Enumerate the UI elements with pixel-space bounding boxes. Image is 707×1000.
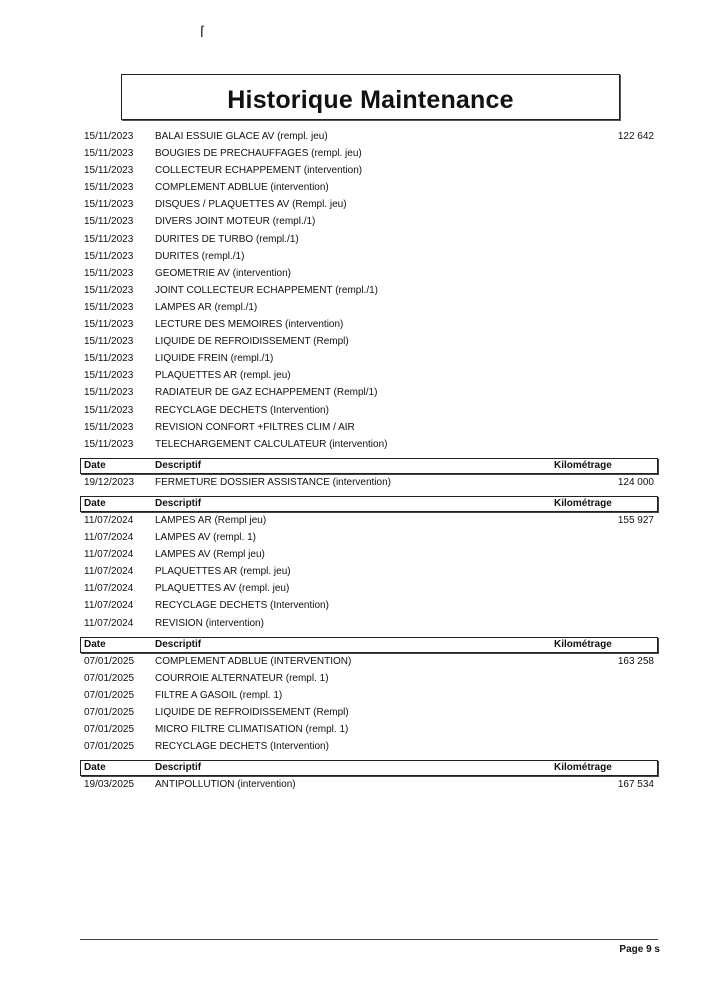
date-column-header: Date [84, 762, 106, 773]
entry-date: 11/07/2024 [84, 617, 134, 629]
entry-description: RADIATEUR DE GAZ ECHAPPEMENT (Rempl/1) [155, 387, 378, 399]
entry-date: 11/07/2024 [84, 583, 134, 595]
table-row [80, 282, 658, 299]
column-header [80, 760, 658, 776]
entry-description: BOUGIES DE PRECHAUFFAGES (rempl. jeu) [155, 148, 362, 160]
entry-date: 07/01/2025 [84, 673, 135, 685]
entry-mileage: 167 534 [617, 779, 654, 790]
entry-description: PLAQUETTES AV (rempl. jeu) [155, 583, 290, 595]
entry-description: BALAI ESSUIE GLACE AV (rempl. jeu) [155, 131, 328, 142]
description-column-header: Descriptif [155, 639, 202, 650]
entry-date: 07/01/2025 [84, 724, 135, 736]
column-header [80, 496, 658, 512]
entry-description: DIVERS JOINT MOTEUR (rempl./1) [155, 216, 316, 228]
entry-date: 15/11/2023 [84, 233, 134, 245]
entry-description: COLLECTEUR ECHAPPEMENT (intervention) [155, 165, 363, 177]
entry-description: LAMPES AR (Rempl jeu) [155, 515, 267, 526]
entry-description: LIQUIDE FREIN (rempl./1) [155, 353, 274, 365]
entry-date: 11/07/2024 [84, 600, 134, 612]
entry-description: REVISION CONFORT +FILTRES CLIM / AIR [155, 421, 355, 433]
entry-description: DURITES (rempl./1) [155, 250, 245, 262]
table-row [80, 213, 658, 230]
table-row [80, 316, 658, 333]
entry-description: LAMPES AV (Rempl jeu) [155, 549, 265, 561]
entry-date: 15/11/2023 [84, 370, 134, 382]
section-2025-01 [80, 637, 658, 756]
entry-date: 15/11/2023 [84, 404, 134, 416]
entry-date: 15/11/2023 [84, 131, 134, 142]
entry-description: PLAQUETTES AR (rempl. jeu) [155, 566, 291, 578]
entry-description: RECYCLAGE DECHETS (Intervention) [155, 600, 329, 612]
entry-description: FILTRE A GASOIL (rempl. 1) [155, 690, 283, 702]
entry-description: JOINT COLLECTEUR ECHAPPEMENT (rempl./1) [155, 284, 379, 296]
entry-description: TELECHARGEMENT CALCULATEUR (intervention) [155, 438, 388, 450]
entry-description: PLAQUETTES AR (rempl. jeu) [155, 370, 291, 382]
entry-description: MICRO FILTRE CLIMATISATION (rempl. 1) [155, 724, 349, 736]
table-row [80, 179, 658, 196]
page-title: Historique Maintenance [227, 86, 514, 114]
entry-date: 15/11/2023 [84, 182, 134, 194]
table-row [80, 529, 658, 546]
table-row [80, 333, 658, 350]
entry-description: COMPLEMENT ADBLUE (intervention) [155, 182, 329, 194]
table-row [80, 738, 658, 755]
table-row [80, 474, 658, 491]
entry-date: 15/11/2023 [84, 387, 134, 399]
table-row [80, 721, 658, 738]
table-row [80, 776, 658, 793]
entry-description: RECYCLAGE DECHETS (Intervention) [155, 741, 329, 753]
date-column-header: Date [84, 498, 106, 509]
entry-date: 11/07/2024 [84, 515, 134, 526]
entry-description: DURITES DE TURBO (rempl./1) [155, 233, 299, 245]
entry-date: 07/01/2025 [84, 690, 135, 702]
description-column-header: Descriptif [155, 498, 202, 509]
table-row [80, 299, 658, 316]
entry-date: 11/07/2024 [84, 549, 134, 561]
table-row [80, 597, 658, 614]
entry-description: LECTURE DES MEMOIRES (intervention) [155, 319, 344, 331]
table-row [80, 546, 658, 563]
description-column-header: Descriptif [155, 762, 202, 773]
entry-date: 15/11/2023 [84, 165, 134, 177]
entry-description: LIQUIDE DE REFROIDISSEMENT (Rempl) [155, 707, 349, 719]
table-row [80, 350, 658, 367]
entry-date: 19/12/2023 [84, 477, 135, 488]
table-row [80, 436, 658, 453]
entry-description: LIQUIDE DE REFROIDISSEMENT (Rempl) [155, 336, 349, 348]
table-row [80, 687, 658, 704]
column-header [80, 458, 658, 474]
entry-mileage: 163 258 [617, 656, 654, 667]
table-row [80, 670, 658, 687]
section-2023-12 [80, 458, 658, 491]
entry-description: LAMPES AV (rempl. 1) [155, 532, 256, 544]
entry-date: 07/01/2025 [84, 656, 135, 667]
table-row [80, 128, 658, 145]
table-row [80, 196, 658, 213]
entry-date: 15/11/2023 [84, 319, 134, 331]
mileage-column-header: Kilométrage [554, 762, 612, 773]
entry-date: 15/11/2023 [84, 301, 134, 313]
section-2025-03 [80, 760, 658, 793]
entry-description: RECYCLAGE DECHETS (Intervention) [155, 404, 329, 416]
table-row [80, 367, 658, 384]
entry-date: 15/11/2023 [84, 336, 134, 348]
entry-description: ANTIPOLLUTION (intervention) [155, 779, 296, 790]
entry-date: 11/07/2024 [84, 566, 134, 578]
table-row [80, 402, 658, 419]
table-row [80, 384, 658, 401]
mileage-column-header: Kilométrage [554, 498, 612, 509]
section-2024-07 [80, 496, 658, 632]
date-column-header: Date [84, 639, 106, 650]
entry-description: DISQUES / PLAQUETTES AV (Rempl. jeu) [155, 199, 347, 211]
entry-date: 15/11/2023 [84, 284, 134, 296]
entry-date: 15/11/2023 [84, 250, 134, 262]
entry-mileage: 155 927 [617, 515, 654, 526]
table-row [80, 162, 658, 179]
entry-description: LAMPES AR (rempl./1) [155, 301, 258, 313]
table-row [80, 248, 658, 265]
entry-description: GEOMETRIE AV (intervention) [155, 267, 291, 279]
description-column-header: Descriptif [155, 460, 202, 471]
entry-mileage: 122 642 [617, 131, 654, 142]
entry-mileage: 124 000 [617, 477, 654, 488]
entry-date: 07/01/2025 [84, 741, 135, 753]
entry-date: 19/03/2025 [84, 779, 135, 790]
table-row [80, 512, 658, 529]
entry-date: 15/11/2023 [84, 267, 134, 279]
table-row [80, 580, 658, 597]
table-row [80, 145, 658, 162]
table-row [80, 419, 658, 436]
title-box [121, 74, 620, 120]
entry-date: 07/01/2025 [84, 707, 135, 719]
column-header [80, 637, 658, 653]
entry-date: 11/07/2024 [84, 532, 134, 544]
table-row [80, 615, 658, 632]
entry-description: COURROIE ALTERNATEUR (rempl. 1) [155, 673, 329, 685]
entry-date: 15/11/2023 [84, 438, 134, 450]
intro-entries [80, 128, 658, 453]
scan-mark: ſ [200, 24, 204, 41]
mileage-column-header: Kilométrage [554, 639, 612, 650]
table-row [80, 231, 658, 248]
entry-description: REVISION (intervention) [155, 617, 264, 629]
page-number: Page 9 s [619, 944, 660, 955]
entry-date: 15/11/2023 [84, 216, 134, 228]
entry-date: 15/11/2023 [84, 199, 134, 211]
table-row [80, 653, 658, 670]
date-column-header: Date [84, 460, 106, 471]
table-row [80, 265, 658, 282]
entry-date: 15/11/2023 [84, 148, 134, 160]
mileage-column-header: Kilométrage [554, 460, 612, 471]
table-row [80, 704, 658, 721]
entry-date: 15/11/2023 [84, 421, 134, 433]
footer-rule [80, 939, 658, 940]
entry-description: FERMETURE DOSSIER ASSISTANCE (intervention) [155, 477, 391, 488]
table-row [80, 563, 658, 580]
entry-description: COMPLEMENT ADBLUE (INTERVENTION) [155, 656, 352, 667]
entry-date: 15/11/2023 [84, 353, 134, 365]
